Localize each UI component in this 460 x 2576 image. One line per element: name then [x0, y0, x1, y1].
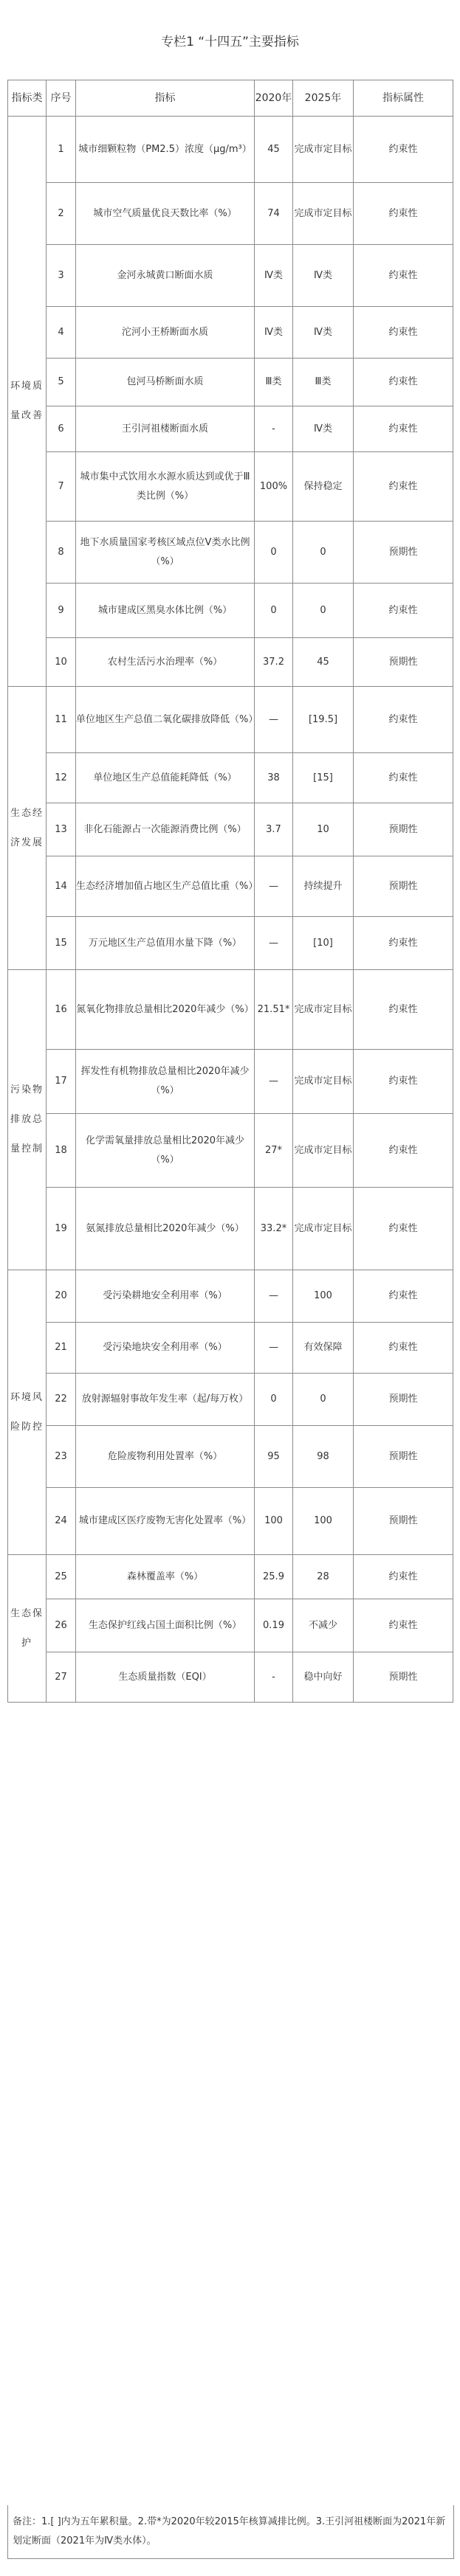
target-2025-cell: 完成市定目标 [293, 117, 354, 183]
number-cell: 4 [47, 307, 76, 359]
header-category: 指标类 [8, 80, 47, 117]
number-cell: 8 [47, 522, 76, 584]
indicator-cell: 王引河祖楼断面水质 [76, 406, 255, 452]
target-2025-cell: 100 [293, 1488, 354, 1555]
table-row [8, 856, 453, 917]
indicator-cell: 单位地区生产总值二氧化碳排放降低（%） [76, 687, 255, 753]
target-2025-cell: 有效保障 [293, 1323, 354, 1374]
table-row [8, 406, 453, 452]
indicator-cell: 挥发性有机物排放总量相比2020年减少（%） [76, 1050, 255, 1114]
category-cell: 污染物排放总量控制 [8, 970, 47, 1270]
header-attribute: 指标属性 [354, 80, 453, 117]
indicator-table [7, 80, 453, 1703]
footnote: 备注：1.[ ]内为五年累积量。2.带*为2020年较2015年核算减排比例。3.王引河祖楼断面为2021年新划定断面（2021年为Ⅳ类水体）。 [7, 2505, 454, 2559]
number-cell: 19 [47, 1188, 76, 1270]
target-2025-cell: Ⅳ类 [293, 406, 354, 452]
table-row [8, 1488, 453, 1555]
target-2025-cell: Ⅳ类 [293, 307, 354, 359]
number-cell: 21 [47, 1323, 76, 1374]
indicator-cell: 放射源辐射事故年发生率（起/每万枚） [76, 1374, 255, 1426]
value-2020-cell: Ⅳ类 [255, 307, 293, 359]
attribute-cell: 约束性 [354, 917, 453, 970]
table-row [8, 1374, 453, 1426]
table-row [8, 1270, 453, 1323]
value-2020-cell: 3.7 [255, 803, 293, 856]
value-2020-cell: 74 [255, 183, 293, 245]
attribute-cell: 约束性 [354, 1599, 453, 1652]
attribute-cell: 约束性 [354, 1050, 453, 1114]
table-row [8, 803, 453, 856]
attribute-cell: 约束性 [354, 117, 453, 183]
target-2025-cell: 28 [293, 1555, 354, 1599]
indicator-cell: 万元地区生产总值用水量下降（%） [76, 917, 255, 970]
target-2025-cell: Ⅳ类 [293, 245, 354, 307]
table-row [8, 753, 453, 803]
indicator-cell: 生态保护红线占国土面积比例（%） [76, 1599, 255, 1652]
table-row [8, 1114, 453, 1188]
indicator-cell: 金河永城黄口断面水质 [76, 245, 255, 307]
table-row [8, 970, 453, 1050]
value-2020-cell: 38 [255, 753, 293, 803]
attribute-cell: 约束性 [354, 1114, 453, 1188]
number-cell: 27 [47, 1652, 76, 1703]
indicator-cell: 城市集中式饮用水水源水质达到或优于Ⅲ类比例（%） [76, 452, 255, 522]
attribute-cell: 约束性 [354, 687, 453, 753]
number-cell: 1 [47, 117, 76, 183]
number-cell: 24 [47, 1488, 76, 1555]
target-2025-cell: 100 [293, 1270, 354, 1323]
table-row [8, 687, 453, 753]
target-2025-cell: Ⅲ类 [293, 359, 354, 406]
indicator-cell: 城市细颗粒物（PM2.5）浓度（μg/m³） [76, 117, 255, 183]
table-row [8, 452, 453, 522]
table-row [8, 1555, 453, 1599]
number-cell: 3 [47, 245, 76, 307]
number-cell: 25 [47, 1555, 76, 1599]
value-2020-cell: 100 [255, 1488, 293, 1555]
value-2020-cell: 27* [255, 1114, 293, 1188]
number-cell: 15 [47, 917, 76, 970]
table-row [8, 245, 453, 307]
number-cell: 12 [47, 753, 76, 803]
header-number: 序号 [47, 80, 76, 117]
table-row [8, 1050, 453, 1114]
value-2020-cell: 25.9 [255, 1555, 293, 1599]
attribute-cell: 约束性 [354, 584, 453, 638]
header-indicator: 指标 [76, 80, 255, 117]
attribute-cell: 约束性 [354, 1188, 453, 1270]
table-row [8, 584, 453, 638]
value-2020-cell: — [255, 1270, 293, 1323]
value-2020-cell: 0.19 [255, 1599, 293, 1652]
number-cell: 18 [47, 1114, 76, 1188]
target-2025-cell: 10 [293, 803, 354, 856]
table-row [8, 1323, 453, 1374]
value-2020-cell: - [255, 406, 293, 452]
table-row [8, 522, 453, 584]
number-cell: 26 [47, 1599, 76, 1652]
table-row [8, 359, 453, 406]
target-2025-cell: [19.5] [293, 687, 354, 753]
number-cell: 20 [47, 1270, 76, 1323]
attribute-cell: 约束性 [354, 452, 453, 522]
number-cell: 13 [47, 803, 76, 856]
header-row [8, 80, 453, 117]
target-2025-cell: [10] [293, 917, 354, 970]
value-2020-cell: 0 [255, 584, 293, 638]
number-cell: 10 [47, 638, 76, 687]
indicator-cell: 生态质量指数（EQI） [76, 1652, 255, 1703]
indicator-cell: 城市建成区医疗废物无害化处置率（%） [76, 1488, 255, 1555]
table-row [8, 1426, 453, 1488]
indicator-cell: 氨氮排放总量相比2020年减少（%） [76, 1188, 255, 1270]
indicator-cell: 氮氧化物排放总量相比2020年减少（%） [76, 970, 255, 1050]
header-2025: 2025年 [293, 80, 354, 117]
target-2025-cell: [15] [293, 753, 354, 803]
table-row [8, 117, 453, 183]
table-row [8, 917, 453, 970]
number-cell: 17 [47, 1050, 76, 1114]
indicator-cell: 危险废物利用处置率（%） [76, 1426, 255, 1488]
attribute-cell: 约束性 [354, 1555, 453, 1599]
target-2025-cell: 稳中向好 [293, 1652, 354, 1703]
attribute-cell: 预期性 [354, 638, 453, 687]
target-2025-cell: 完成市定目标 [293, 1188, 354, 1270]
category-cell: 生态保护 [8, 1555, 47, 1703]
value-2020-cell: 100% [255, 452, 293, 522]
number-cell: 6 [47, 406, 76, 452]
number-cell: 16 [47, 970, 76, 1050]
indicator-cell: 农村生活污水治理率（%） [76, 638, 255, 687]
attribute-cell: 预期性 [354, 1652, 453, 1703]
indicator-cell: 生态经济增加值占地区生产总值比重（%） [76, 856, 255, 917]
target-2025-cell: 0 [293, 584, 354, 638]
value-2020-cell: 0 [255, 522, 293, 584]
attribute-cell: 约束性 [354, 307, 453, 359]
attribute-cell: 约束性 [354, 406, 453, 452]
table-row [8, 1188, 453, 1270]
category-cell: 生态经济发展 [8, 687, 47, 970]
attribute-cell: 约束性 [354, 183, 453, 245]
value-2020-cell: — [255, 1050, 293, 1114]
target-2025-cell: 45 [293, 638, 354, 687]
value-2020-cell: 45 [255, 117, 293, 183]
number-cell: 11 [47, 687, 76, 753]
target-2025-cell: 完成市定目标 [293, 183, 354, 245]
table-row [8, 307, 453, 359]
attribute-cell: 约束性 [354, 1270, 453, 1323]
indicator-cell: 地下水质量国家考核区域点位Ⅴ类水比例（%） [76, 522, 255, 584]
table-title: 专栏1 “十四五”主要指标 [161, 34, 299, 49]
indicator-cell: 非化石能源占一次能源消费比例（%） [76, 803, 255, 856]
value-2020-cell: 21.51* [255, 970, 293, 1050]
header-2020: 2020年 [255, 80, 293, 117]
value-2020-cell: 37.2 [255, 638, 293, 687]
number-cell: 5 [47, 359, 76, 406]
table-row [8, 638, 453, 687]
number-cell: 2 [47, 183, 76, 245]
value-2020-cell: 33.2* [255, 1188, 293, 1270]
indicator-cell: 城市空气质量优良天数比率（%） [76, 183, 255, 245]
target-2025-cell: 持续提升 [293, 856, 354, 917]
value-2020-cell: 95 [255, 1426, 293, 1488]
category-cell: 环境质量改善 [8, 117, 47, 687]
indicator-cell: 单位地区生产总值能耗降低（%） [76, 753, 255, 803]
target-2025-cell: 保持稳定 [293, 452, 354, 522]
value-2020-cell: - [255, 1652, 293, 1703]
value-2020-cell: Ⅳ类 [255, 245, 293, 307]
attribute-cell: 约束性 [354, 1323, 453, 1374]
target-2025-cell: 完成市定目标 [293, 970, 354, 1050]
table-row [8, 1652, 453, 1703]
target-2025-cell: 完成市定目标 [293, 1050, 354, 1114]
indicator-cell: 沱河小王桥断面水质 [76, 307, 255, 359]
value-2020-cell: — [255, 1323, 293, 1374]
category-cell: 环境风险防控 [8, 1270, 47, 1555]
target-2025-cell: 完成市定目标 [293, 1114, 354, 1188]
table-body [8, 117, 453, 1703]
target-2025-cell: 98 [293, 1426, 354, 1488]
number-cell: 23 [47, 1426, 76, 1488]
attribute-cell: 约束性 [354, 359, 453, 406]
target-2025-cell: 不减少 [293, 1599, 354, 1652]
number-cell: 14 [47, 856, 76, 917]
value-2020-cell: — [255, 856, 293, 917]
indicator-cell: 城市建成区黑臭水体比例（%） [76, 584, 255, 638]
attribute-cell: 预期性 [354, 1426, 453, 1488]
number-cell: 7 [47, 452, 76, 522]
value-2020-cell: Ⅲ类 [255, 359, 293, 406]
attribute-cell: 预期性 [354, 803, 453, 856]
indicator-cell: 受污染地块安全利用率（%） [76, 1323, 255, 1374]
attribute-cell: 预期性 [354, 522, 453, 584]
table-row [8, 1599, 453, 1652]
attribute-cell: 预期性 [354, 1488, 453, 1555]
number-cell: 22 [47, 1374, 76, 1426]
indicator-cell: 包河马桥断面水质 [76, 359, 255, 406]
target-2025-cell: 0 [293, 522, 354, 584]
attribute-cell: 预期性 [354, 856, 453, 917]
indicator-cell: 化学需氧量排放总量相比2020年减少（%） [76, 1114, 255, 1188]
value-2020-cell: — [255, 687, 293, 753]
attribute-cell: 约束性 [354, 753, 453, 803]
table-row [8, 183, 453, 245]
target-2025-cell: 0 [293, 1374, 354, 1426]
value-2020-cell: 0 [255, 1374, 293, 1426]
attribute-cell: 约束性 [354, 970, 453, 1050]
indicator-cell: 受污染耕地安全利用率（%） [76, 1270, 255, 1323]
value-2020-cell: — [255, 917, 293, 970]
indicator-cell: 森林覆盖率（%） [76, 1555, 255, 1599]
number-cell: 9 [47, 584, 76, 638]
attribute-cell: 约束性 [354, 245, 453, 307]
attribute-cell: 预期性 [354, 1374, 453, 1426]
